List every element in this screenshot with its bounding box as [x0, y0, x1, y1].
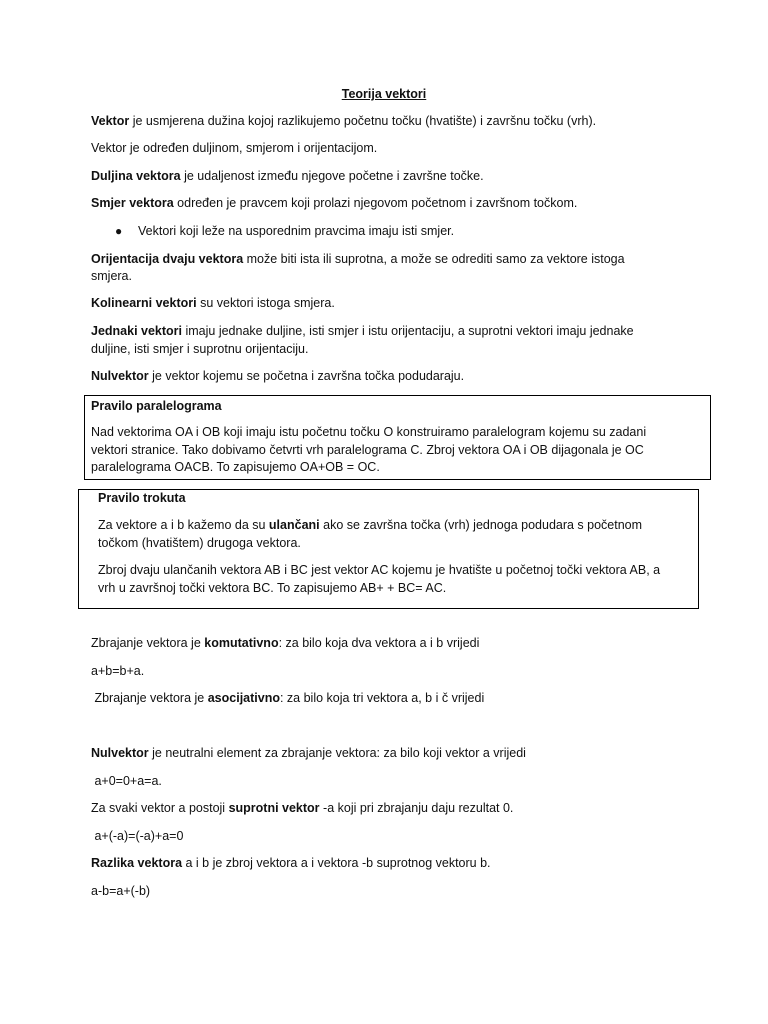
formula-komutativnost: a+b=b+a.	[91, 664, 145, 678]
paragraph-jednaki-line2: duljine, isti smjer i suprotnu orijentaciju.	[91, 342, 309, 356]
formula-nulvektor: a+0=0+a=a.	[91, 774, 162, 788]
term-nulvektor: Nulvektor	[91, 746, 149, 760]
box-heading-text: Pravilo trokuta	[98, 491, 186, 505]
term-suprotni: suprotni vektor	[228, 801, 320, 815]
term-nulvektor: Nulvektor	[91, 369, 149, 383]
box-line: vektori stranice. Tako dobivamo četvrti vrh paralelograma C. Zbroj vektora OA i OB dijagonala je OC	[91, 443, 644, 457]
paragraph-text: a i b je zbroj vektora a i vektora -b suprotnog vektoru b.	[182, 856, 491, 870]
term-orijentacija: Orijentacija dvaju vektora	[91, 252, 244, 266]
term-duljina: Duljina vektora	[91, 169, 181, 183]
paragraph-nulvektor	[91, 368, 464, 385]
paragraph-text: je udaljenost između njegove početne i završne točke.	[180, 169, 484, 183]
paragraph-text: su vektori istoga smjera.	[196, 296, 335, 310]
term-razlika: Razlika vektora	[91, 856, 183, 870]
term-kolinearni: Kolinearni vektori	[91, 296, 197, 310]
paragraph-razlika	[91, 855, 491, 872]
term-komutativno: komutativno	[204, 636, 279, 650]
box-heading	[98, 490, 186, 507]
paragraph-nulvektor-neutralni	[91, 745, 526, 762]
box-line: vrh u završnoj točki vektora BC. To zapisujemo AB+ + BC= AC.	[98, 581, 447, 595]
box-line: točkom (hvatištem) drugoga vektora.	[98, 536, 301, 550]
term-smjer: Smjer vektora	[91, 196, 174, 210]
page-title: Teorija vektori	[341, 87, 427, 101]
paragraph-jednaki	[91, 323, 634, 340]
box-heading-text: Pravilo paralelograma	[91, 399, 222, 413]
paragraph-text: određen je pravcem koji prolazi njegovom početnom i završnom točkom.	[173, 196, 578, 210]
paragraph-text: je neutralni element za zbrajanje vektora: za bilo koji vektor a vrijedi	[148, 746, 526, 760]
paragraph-text: može biti ista ili suprotna, a može se odrediti samo za vektore istoga	[243, 252, 625, 266]
box-heading	[91, 398, 222, 415]
box-text: Za vektore a i b kažemo da su	[98, 518, 269, 532]
paragraph-text: -a koji pri zbrajanju daju rezultat 0.	[319, 801, 514, 815]
formula-razlika: a-b=a+(-b)	[91, 884, 151, 898]
box-text: ako se završna točka (vrh) jednoga podudara s početnom	[319, 518, 643, 532]
paragraph-text: imaju jednake duljine, isti smjer i istu orijentaciju, a suprotni vektori imaju jednake	[182, 324, 634, 338]
box-line: paralelograma OACB. To zapisujemo OA+OB = OC.	[91, 460, 380, 474]
box-line: Nad vektorima OA i OB koji imaju istu početnu točku O konstruiramo paralelogram kojemu su zadani	[91, 425, 647, 439]
paragraph-text: : za bilo koja dva vektora a i b vrijedi	[278, 636, 480, 650]
paragraph-asocijativno	[91, 690, 484, 707]
paragraph-komutativno	[91, 635, 479, 652]
paragraph-text: Za svaki vektor a postoji	[91, 801, 229, 815]
bullet-item: Vektori koji leže na usporednim pravcima imaju isti smjer.	[138, 224, 455, 238]
paragraph-kolinearni	[91, 295, 335, 312]
box-line: Zbroj dvaju ulančanih vektora AB i BC jest vektor AC kojemu je hvatište u početnoj točki vektora AB, a	[98, 563, 661, 577]
paragraph-text: je usmjerena dužina kojoj razlikujemo početnu točku (hvatište) i završnu točku (vrh).	[129, 114, 597, 128]
paragraph-text: Zbrajanje vektora je	[91, 691, 208, 705]
paragraph-duljina	[91, 168, 484, 185]
paragraph-odreden: Vektor je određen duljinom, smjerom i orijentacijom.	[91, 141, 378, 155]
paragraph-smjer	[91, 195, 577, 212]
paragraph-orijentacija	[91, 251, 625, 268]
paragraph-text: : za bilo koja tri vektora a, b i č vrijedi	[279, 691, 485, 705]
term-ulancani: ulančani	[268, 518, 320, 532]
paragraph-text: Zbrajanje vektora je	[91, 636, 205, 650]
formula-suprotni: a+(-a)=(-a)+a=0	[91, 829, 184, 843]
term-asocijativno: asocijativno	[207, 691, 280, 705]
bullet-icon: ●	[115, 224, 123, 238]
term-vektor: Vektor	[91, 114, 130, 128]
term-jednaki: Jednaki vektori	[91, 324, 183, 338]
paragraph-vektor	[91, 113, 596, 130]
paragraph-orijentacija-line2: smjera.	[91, 269, 132, 283]
paragraph-suprotni	[91, 800, 513, 817]
box-line	[98, 517, 642, 534]
paragraph-text: je vektor kojemu se početna i završna točka podudaraju.	[148, 369, 465, 383]
